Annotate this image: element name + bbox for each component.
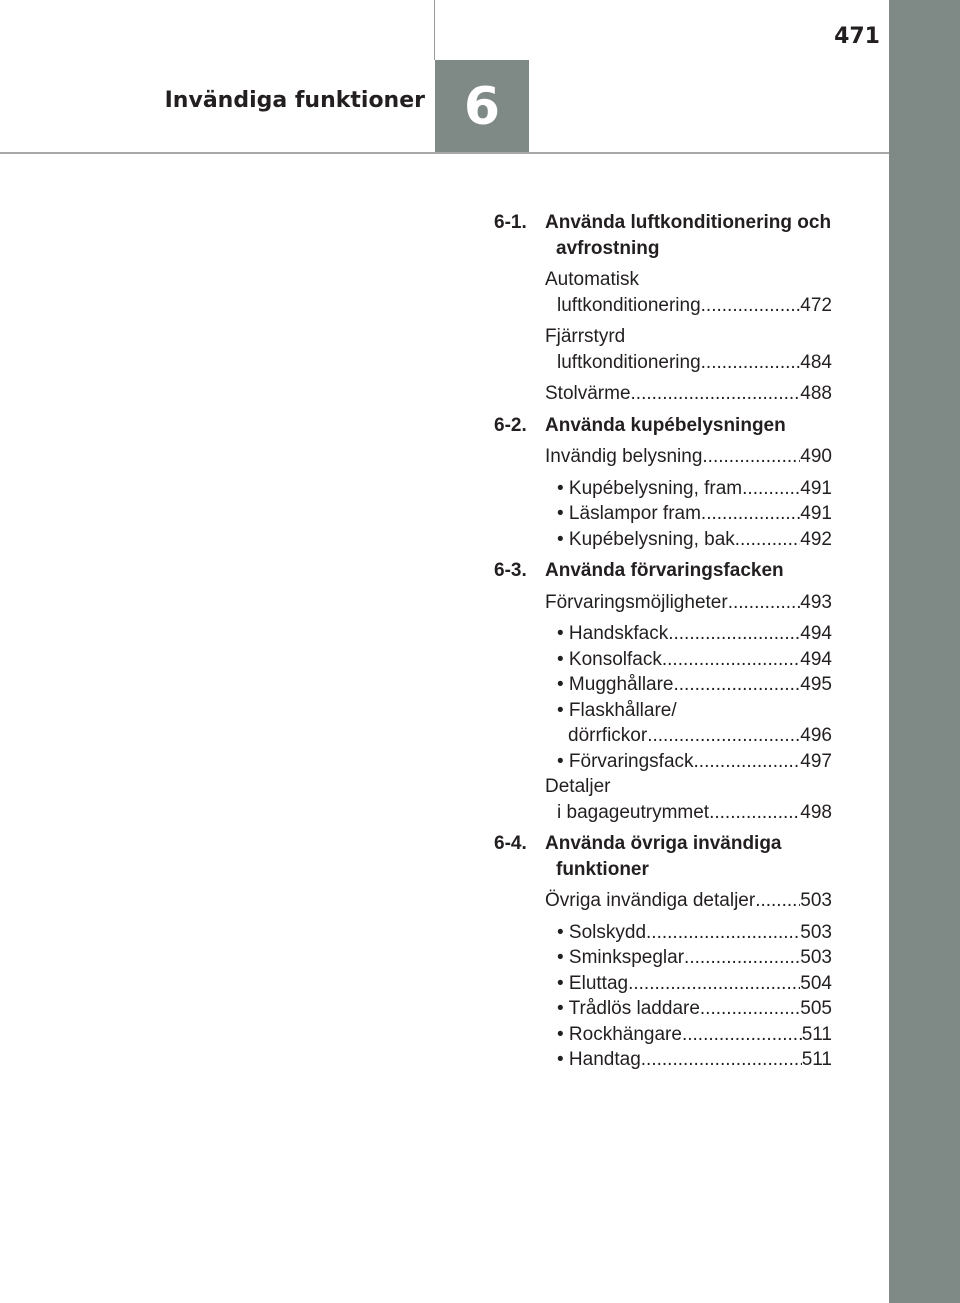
entry-row [545,1022,832,1048]
dot-leader [628,971,800,997]
entry-page-number: 497 [800,750,832,772]
toc-sub-entry[interactable] [490,672,832,698]
entry-label: • Kupébelysning, fram [557,477,743,499]
toc-sub-entry[interactable] [490,1022,832,1048]
toc-sub-entry[interactable] [490,971,832,997]
entry-label: Invändig belysning [545,446,703,467]
entry-label: Stolvärme [545,383,631,404]
dot-leader [701,501,800,527]
toc-section [490,413,832,553]
toc-section [490,210,832,407]
entry-label-line: • Flaskhållare/ [557,699,677,721]
entry-page-number: 491 [800,503,832,524]
entry-label: • Eluttag [557,972,629,994]
entry-row [545,672,832,698]
entry-row [545,527,832,553]
entry-page-number: 494 [800,648,832,670]
entry-label: • Handskfack [557,623,669,644]
toc-sub-entry[interactable] [490,996,832,1022]
entry-label: • Sminkspeglar [557,947,685,968]
dot-leader [631,381,801,407]
entry-page-number: 503 [800,890,832,911]
dot-leader [728,590,801,616]
toc-sub-entry[interactable] [490,749,832,775]
toc-sub-entry[interactable] [490,647,832,673]
toc-entry[interactable] [490,267,832,318]
section-number: 6-4. [494,833,527,854]
section-title: Använda kupébelysningen [545,414,786,436]
entry-page-number: 490 [800,446,832,467]
entry-row [545,647,832,673]
dot-leader [694,749,801,775]
toc-sub-entry[interactable] [490,945,832,971]
toc-entry[interactable] [490,590,832,616]
entry-row [545,621,832,647]
entry-label: • Förvaringsfack [557,750,694,772]
dot-leader [647,723,800,749]
toc-sub-entry[interactable] [490,621,832,647]
section-title: Använda luftkonditionering och avfrostning [545,212,832,259]
entry-row [545,501,832,527]
toc-entry[interactable] [490,381,832,407]
header-divider [434,0,435,60]
entry-label: dörrfickor [568,725,648,746]
toc-entry[interactable] [490,888,832,914]
dot-leader [702,444,800,470]
entry-row [545,381,832,407]
table-of-contents [490,210,832,1079]
chapter-number-tab: 6 [435,60,529,153]
entry-row [545,888,832,914]
dot-leader [701,293,801,319]
toc-entry[interactable] [490,444,832,470]
chapter-title: Invändiga funktioner [164,88,425,113]
entry-page-number: 492 [800,528,832,550]
dot-leader [684,945,800,971]
toc-sub-entry[interactable] [490,476,832,502]
entry-row [545,590,832,616]
entry-page-number: 495 [800,674,832,695]
entry-row [545,971,832,997]
entry-page-number: 472 [800,294,832,316]
entry-label: Övriga invändiga detaljer [545,890,756,911]
entry-page-number: 493 [800,591,832,613]
entry-page-number: 503 [800,947,832,968]
entry-row [545,749,832,775]
dot-leader [682,1022,802,1048]
entry-page-number: 503 [800,921,832,943]
section-number: 6-1. [494,212,527,233]
dot-leader [646,920,800,946]
entry-label: luftkonditionering [557,294,701,316]
entry-row [545,945,832,971]
section-number: 6-3. [494,560,527,581]
toc-sub-entry[interactable] [490,501,832,527]
entry-row [545,476,832,502]
entry-label: • Konsolfack [557,648,662,670]
entry-page-number: 511 [801,1049,832,1070]
toc-section [490,831,832,1073]
section-title: Använda förvaringsfacken [545,560,784,581]
page-number: 471 [834,24,880,49]
dot-leader [641,1047,802,1073]
dot-leader [668,621,800,647]
chapter-side-bar [889,0,960,1303]
section-heading[interactable] [490,831,832,882]
dot-leader [735,527,801,553]
entry-page-number: 491 [800,477,832,499]
section-heading[interactable] [490,210,832,261]
entry-page-number: 496 [800,725,832,746]
entry-page-number: 488 [800,383,832,404]
toc-section [490,558,832,825]
toc-sub-entry[interactable] [490,1047,832,1073]
entry-page-number: 511 [801,1023,832,1045]
toc-entry[interactable] [490,324,832,375]
entry-row [545,800,832,826]
entry-label: • Trådlös laddare [557,998,700,1019]
dot-leader [742,476,800,502]
entry-row [545,444,832,470]
entry-label: • Rockhängare [557,1023,682,1045]
entry-label: Förvaringsmöjligheter [545,591,728,613]
entry-label: • Läslampor fram [557,503,701,524]
toc-sub-entry[interactable] [490,920,832,946]
entry-label-line: Automatisk [545,269,639,290]
section-heading[interactable] [490,413,832,439]
dot-leader [674,672,801,698]
section-number: 6-2. [494,414,527,436]
entry-label: luftkonditionering [557,351,701,373]
entry-page-number: 504 [800,972,832,994]
entry-page-number: 505 [800,998,832,1019]
entry-page-number: 484 [800,351,832,373]
section-heading[interactable] [490,558,832,584]
dot-leader [701,350,801,376]
entry-label: • Kupébelysning, bak [557,528,735,550]
entry-row [545,723,832,749]
toc-entry[interactable] [490,774,832,825]
section-title: Använda övriga invändiga funktioner [545,833,782,880]
dot-leader [662,647,800,673]
entry-label-line: Fjärrstyrd [545,326,626,347]
entry-label: • Solskydd [557,921,647,943]
entry-row [545,996,832,1022]
entry-label-line: Detaljer [545,776,611,797]
dot-leader [700,996,800,1022]
entry-page-number: 498 [800,801,832,823]
entry-row [545,350,832,376]
entry-label: • Mugghållare [557,674,674,695]
entry-page-number: 494 [800,623,832,644]
toc-sub-entry[interactable] [490,698,832,749]
dot-leader [709,800,800,826]
entry-row [545,1047,832,1073]
entry-row [545,293,832,319]
entry-label: • Handtag [557,1049,641,1070]
entry-row [545,920,832,946]
header-rule [0,152,889,154]
entry-label: i bagageutrymmet [557,801,710,823]
dot-leader [755,888,800,914]
toc-sub-entry[interactable] [490,527,832,553]
